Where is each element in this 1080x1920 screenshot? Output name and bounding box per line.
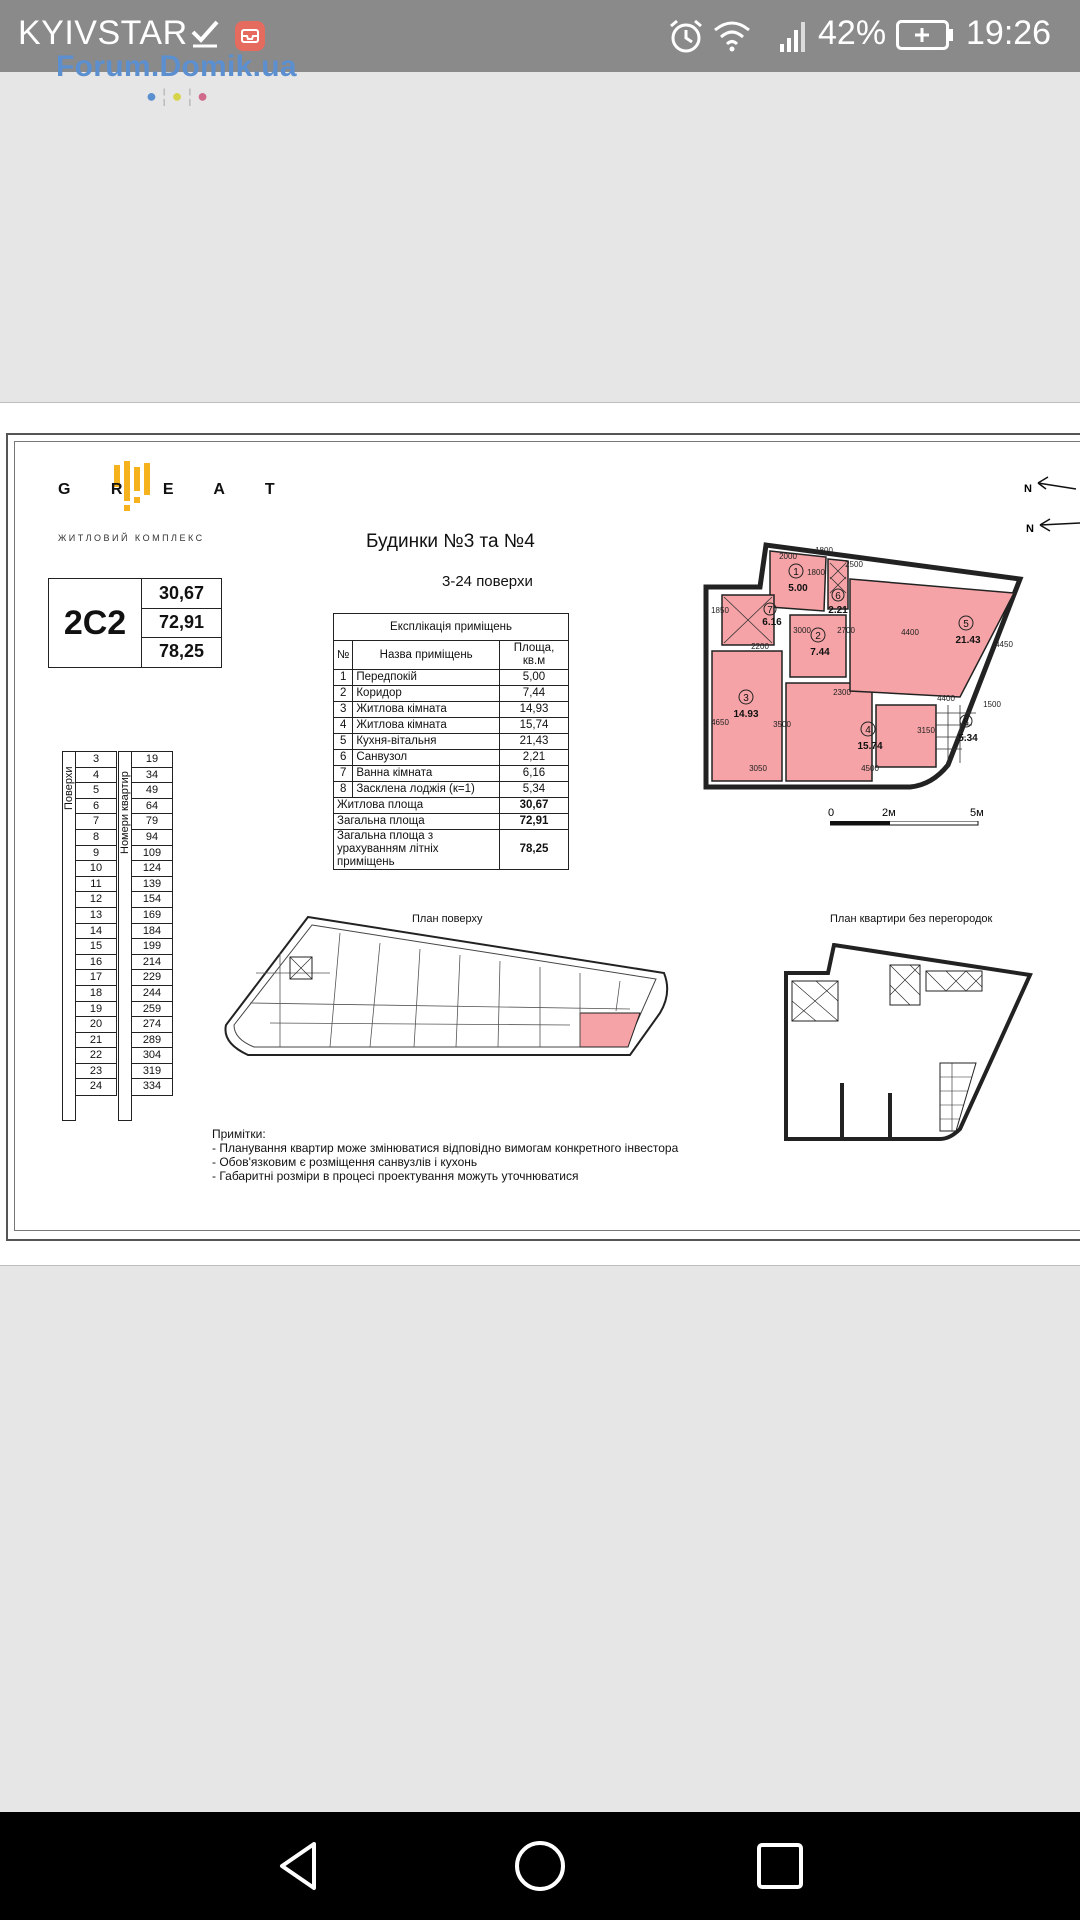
dimension-label: 1500 <box>983 700 1001 709</box>
room-num: 3 <box>743 693 749 704</box>
floor-plan-caption: План поверху <box>412 913 483 925</box>
apartment-cell: 64 <box>132 799 172 815</box>
row-name: Кухня-вітальня <box>353 734 500 750</box>
row-num: 1 <box>334 670 353 686</box>
dimension-label: 2200 <box>751 642 769 651</box>
apartment-cell: 259 <box>132 1002 172 1018</box>
unit-living-area: 30,67 <box>142 579 221 609</box>
table-row <box>334 670 569 686</box>
notes <box>212 1127 678 1183</box>
dimension-label: 1800 <box>815 546 833 555</box>
apartment-cell: 79 <box>132 814 172 830</box>
dimension-label: 4400 <box>901 628 919 637</box>
document-title: Будинки №3 та №4 <box>366 531 535 552</box>
battery-icon <box>896 20 954 50</box>
scale-zero: 0 <box>828 807 835 819</box>
scale-max: 5м <box>970 807 984 819</box>
document-page[interactable] <box>0 402 1080 1266</box>
room-num: 4 <box>865 725 871 736</box>
row-area: 5,34 <box>500 782 569 798</box>
dimension-label: 2700 <box>837 626 855 635</box>
floor-cell: 8 <box>76 830 116 846</box>
apartment-cell: 199 <box>132 939 172 955</box>
room-area: 5.34 <box>958 733 978 744</box>
dimension-label: 4400 <box>937 694 955 703</box>
dimension-label: 3000 <box>793 626 811 635</box>
apartment-cell: 334 <box>142 1080 162 1093</box>
watermark-dots: ● ¦ ● ¦ ● <box>146 86 208 106</box>
row-area: 7,44 <box>500 686 569 702</box>
dimension-label: 3050 <box>749 764 767 773</box>
floor-cell: 6 <box>76 799 116 815</box>
apartments-label-cell <box>118 751 132 1121</box>
row-num: 5 <box>334 734 353 750</box>
total-row <box>334 830 569 870</box>
apartment-cell: 34 <box>132 768 172 784</box>
row-area: 21,43 <box>500 734 569 750</box>
explication-header-name: Назва приміщень <box>353 641 500 670</box>
clock: 19:26 <box>966 14 1052 52</box>
explication-table <box>333 613 569 870</box>
floor-cell: 13 <box>76 908 116 924</box>
total-name: Загальна площа з урахуванням літніх приміщень <box>334 830 500 870</box>
dimension-label: 3500 <box>773 720 791 729</box>
row-name: Передпокій <box>353 670 500 686</box>
total-name: Житлова площа <box>334 798 500 814</box>
total-area: 72,91 <box>500 814 569 830</box>
floor-cell: 20 <box>76 1017 116 1033</box>
floor-cell: 12 <box>76 892 116 908</box>
floor-cell: 11 <box>76 877 116 893</box>
navigation-bar <box>0 1812 1080 1920</box>
floors-range: 3-24 поверхи <box>442 573 533 590</box>
floor-cell: 21 <box>76 1033 116 1049</box>
floor-cell: 5 <box>76 783 116 799</box>
row-name: Засклена лоджія (к=1) <box>353 782 500 798</box>
unit-total-area-summer: 78,25 <box>158 641 205 661</box>
room-num: 1 <box>793 567 799 578</box>
row-name: Санвузол <box>353 750 500 766</box>
note-item: - Обов'язковим є розміщення санвузлів і кухонь <box>212 1155 478 1169</box>
row-area: 14,93 <box>500 702 569 718</box>
apartment-cell: 244 <box>132 986 172 1002</box>
north-arrow <box>1026 519 1034 537</box>
apartment-cell: 319 <box>132 1064 172 1080</box>
apartment-plan <box>700 537 1030 807</box>
row-area: 6,16 <box>500 766 569 782</box>
unit-total-area: 72,91 <box>142 608 221 638</box>
explication-header-num: № <box>334 641 353 670</box>
row-name: Житлова кімната <box>353 702 500 718</box>
floor-cell: 22 <box>76 1048 116 1064</box>
apartment-cell: 229 <box>132 970 172 986</box>
table-row <box>334 782 569 798</box>
apartment-cell: 154 <box>132 892 172 908</box>
apartment-cell: 19 <box>132 752 172 768</box>
row-name: Коридор <box>353 686 500 702</box>
room-fill <box>850 579 1014 697</box>
check-icon <box>190 18 220 48</box>
logo-wordmark: G R E A T <box>58 481 293 498</box>
signal-icon <box>778 18 808 54</box>
apartment-cell: 124 <box>132 861 172 877</box>
row-area: 5,00 <box>500 670 569 686</box>
floor-cell: 23 <box>76 1064 116 1080</box>
notes-title: Примітки: <box>212 1127 266 1141</box>
room-area: 14.93 <box>733 709 759 720</box>
row-area: 2,21 <box>500 750 569 766</box>
total-row <box>334 814 569 830</box>
north-arrow-icon <box>1038 517 1080 533</box>
room-num: 6 <box>835 591 841 602</box>
apartment-cell: 184 <box>132 924 172 940</box>
row-num: 6 <box>334 750 353 766</box>
floors-label-cell <box>62 751 76 1121</box>
total-area: 78,25 <box>500 830 569 870</box>
mail-notification-icon <box>234 20 266 52</box>
dimension-label: 4450 <box>995 640 1013 649</box>
wifi-icon <box>712 18 752 52</box>
apartment-cell: 289 <box>132 1033 172 1049</box>
note-item: - Планування квартир може змінюватися відповідно вимогам конкретного інвестора <box>212 1141 679 1155</box>
unit-summary-box <box>48 578 222 668</box>
room-fill <box>876 705 936 767</box>
explication-header-area: Площа, кв.м <box>500 641 569 670</box>
room-fill <box>790 615 846 677</box>
row-name: Житлова кімната <box>353 718 500 734</box>
dimension-label: 1800 <box>807 568 825 577</box>
room-num: 7 <box>767 605 773 616</box>
room-area: 7.44 <box>810 647 830 658</box>
floor-cell: 7 <box>76 814 116 830</box>
scale-mid: 2м <box>882 807 896 819</box>
table-row <box>334 766 569 782</box>
north-arrow <box>1024 479 1032 497</box>
row-num: 3 <box>334 702 353 718</box>
scale-bar-line <box>830 821 982 827</box>
dimension-label: 3150 <box>917 726 935 735</box>
table-row <box>334 750 569 766</box>
room-area: 15.74 <box>857 741 883 752</box>
floor-cell: 15 <box>76 939 116 955</box>
back-icon[interactable] <box>270 1836 330 1896</box>
north-label: N <box>1024 483 1032 495</box>
table-row <box>334 718 569 734</box>
north-arrow-icon <box>1036 475 1080 493</box>
note-item: - Габаритні розміри в процесі проектування можуть уточнюватися <box>212 1169 579 1183</box>
room-area: 2.21 <box>828 605 848 616</box>
row-num: 2 <box>334 686 353 702</box>
floor-cell: 14 <box>76 924 116 940</box>
room-area: 5.00 <box>788 583 808 594</box>
apartment-cell: 49 <box>132 783 172 799</box>
apartment-cell: 139 <box>132 877 172 893</box>
home-icon[interactable] <box>510 1836 570 1896</box>
watermark-logo: Forum.Domik.ua <box>56 50 297 83</box>
carrier-name: KYIVSTAR <box>18 14 188 52</box>
table-row <box>334 686 569 702</box>
unit-code: 2С2 <box>49 579 142 667</box>
floor-cell: 19 <box>76 1002 116 1018</box>
floor-cell: 10 <box>76 861 116 877</box>
alarm-icon <box>668 18 704 54</box>
floor-cell: 17 <box>76 970 116 986</box>
floor-cell: 4 <box>76 768 116 784</box>
row-num: 4 <box>334 718 353 734</box>
floor-cell: 3 <box>76 752 116 768</box>
dimension-label: 4650 <box>711 718 729 727</box>
apartments-label: Номери квартир <box>119 771 131 854</box>
open-plan-caption: План квартири без перегородок <box>830 913 993 925</box>
dimension-label: 4500 <box>861 764 879 773</box>
floor-cell: 16 <box>76 955 116 971</box>
dimension-label: 2500 <box>845 560 863 569</box>
explication-caption: Експлікація приміщень <box>334 614 569 641</box>
total-row <box>334 798 569 814</box>
floors-label: Поверхи <box>63 766 75 810</box>
floors-column <box>75 751 117 1096</box>
apartment-cell: 274 <box>132 1017 172 1033</box>
apartment-cell: 169 <box>132 908 172 924</box>
floor-plan-overview <box>220 913 670 1093</box>
apartment-cell: 304 <box>132 1048 172 1064</box>
dimension-label: 2000 <box>779 552 797 561</box>
floor-cell: 24 <box>89 1080 103 1093</box>
room-num: 8 <box>963 717 969 728</box>
row-num: 7 <box>334 766 353 782</box>
open-plan <box>780 943 1040 1143</box>
apartment-cell: 214 <box>132 955 172 971</box>
row-area: 15,74 <box>500 718 569 734</box>
table-row <box>334 734 569 750</box>
floor-cell: 9 <box>76 846 116 862</box>
room-fill <box>786 683 872 781</box>
apartments-column <box>131 751 173 1096</box>
total-area: 30,67 <box>500 798 569 814</box>
total-name: Загальна площа <box>334 814 500 830</box>
recents-icon[interactable] <box>750 1836 810 1896</box>
apartment-cell: 94 <box>132 830 172 846</box>
room-num: 5 <box>963 619 969 630</box>
dimension-label: 1850 <box>711 606 729 615</box>
apartment-cell: 109 <box>132 846 172 862</box>
battery-percent: 42% <box>818 14 887 52</box>
room-num: 2 <box>815 631 821 642</box>
dimension-label: 2300 <box>833 688 851 697</box>
row-name: Ванна кімната <box>353 766 500 782</box>
row-num: 8 <box>334 782 353 798</box>
floor-cell: 18 <box>76 986 116 1002</box>
room-area: 6.16 <box>762 617 782 628</box>
table-row <box>334 702 569 718</box>
north-label: N <box>1026 523 1034 535</box>
room-area: 21.43 <box>955 635 981 646</box>
logo-subtitle: ЖИТЛОВИЙ КОМПЛЕКС <box>58 533 205 543</box>
